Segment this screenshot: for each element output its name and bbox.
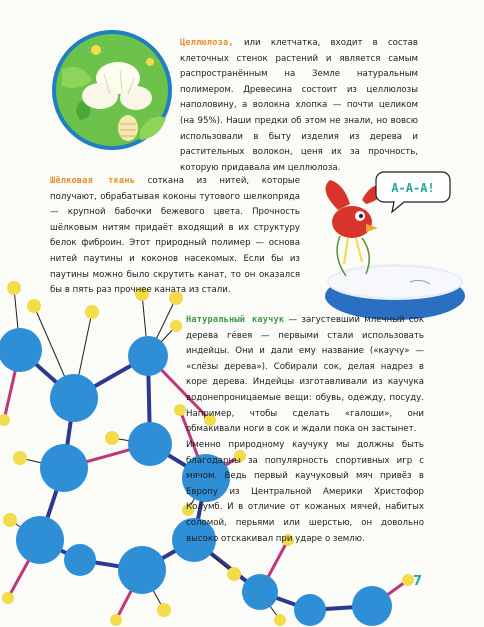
ball-text: Именно природному каучуку мы должны быть благодарны за популярность спортивных игр с мячом. Ведь первый каучуковый мяч привёз в Европу из Центральной Америки Христофор Колумб. И в отличие от кожаных мячей, набитых соломой, перьями или шерстью, он довольно высоко отскакивал при ударе о землю. (186, 440, 424, 544)
silk-keyword: Шёлковая ткань (50, 176, 136, 186)
cellulose-text: или клетчатка, входит в состав клеточных стенок растений и является самым распространённым на Земле натуральным полимером. Древесина состоит из целлюлозы наполовину, а волокна хлопка — почти целиком (на 95%). Наши предки об этом не знали, но вовсю использовали в быту изделия из дерева и растительных волокон, ценя их за прочность, которую придавала им целлюлоза. (180, 38, 418, 173)
page-number: 7 (412, 574, 422, 589)
silk-text: соткана из нитей, которые получают, обрабатывая коконы тутового шелкопряда — крупной бабочки бежевого цвета. Прочность шёлковым нитям придаёт входящий в их структуру белок фиброин. Этот природный полимер — основа нитей паутины и коконов насекомых. Если бы из паутины можно было скрутить канат, то он оказался бы в пять раз прочнее каната из стали. (50, 176, 300, 296)
silk-paragraph (50, 174, 300, 299)
rubber-text: — загустевший млечный сок дерева гéвея — первыми стали использовать индейцы. Они и дали ему название («каучу» — «слёзы дерева»). Собирали сок, делая надрез в коре дерева. Индейцы изготавливали из каучука водонепроницаемые вещи: обувь, одежду, посуду. Например, чтобы сделать «галоши», они обмакивали ноги в сок и ждали пока он застынет. (186, 315, 425, 435)
rubber-keyword: Натуральный каучук (186, 315, 285, 325)
rubber-paragraph (186, 313, 424, 438)
cellulose-paragraph (180, 36, 418, 176)
ball-paragraph (186, 438, 424, 547)
cellulose-keyword: Целлюлоза, (180, 38, 234, 48)
speech-bubble-text: А-А-А! (391, 181, 435, 195)
cotton-illustration (52, 30, 172, 150)
